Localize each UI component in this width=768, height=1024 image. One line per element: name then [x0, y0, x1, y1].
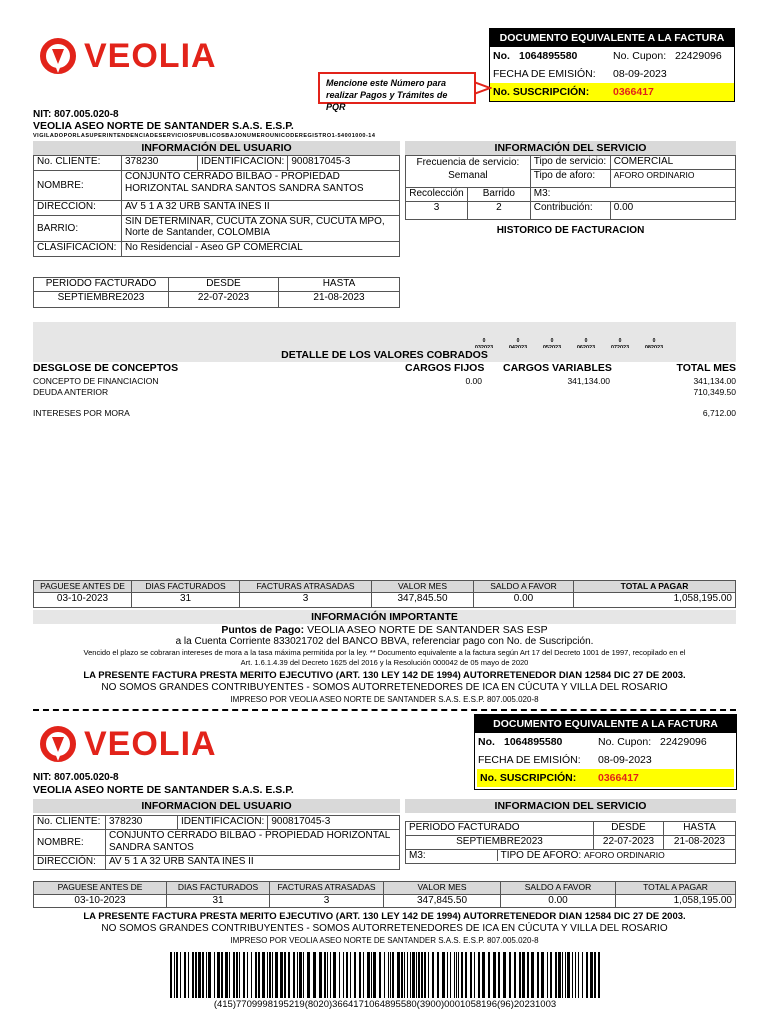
periodo-h3-stub: HASTA: [664, 822, 736, 836]
frecuencia-label: Frecuencia de servicio:: [416, 157, 520, 168]
cupon-label-stub: No. Cupon:: [598, 736, 652, 748]
cliente-value-stub: 378230: [106, 816, 178, 830]
servicio-stub-title: INFORMACION DEL SERVICIO: [405, 799, 736, 813]
periodo-h1-stub: PERIODO FACTURADO: [406, 822, 594, 836]
contrib-line: NO SOMOS GRANDES CONTRIBUYENTES - SOMOS AUTORRETENEDORES DE ICA EN CÚCUTA Y VILLA DEL ROSARIO: [101, 682, 668, 693]
veolia-logo-stub: [38, 724, 217, 764]
nombre-value-stub: CONJUNTO CERRADO BILBAO - PROPIEDAD HORIZONTAL SANDRA SANTOS: [106, 830, 400, 856]
nit: NIT: 807.005.020-8: [33, 109, 119, 120]
document-header: DOCUMENTO EQUIVALENTE A LA FACTURA: [490, 29, 734, 47]
pqr-callout: [318, 72, 476, 112]
periodo-table: [33, 277, 400, 308]
veolia-logo: [38, 36, 217, 76]
periodo-h3: HASTA: [279, 278, 400, 292]
no-value: 1064895580: [519, 50, 578, 62]
detalle-row-3-total: 6,712.00: [702, 408, 736, 418]
usuario-table: [33, 155, 400, 257]
pago-v-0: 03-10-2023: [34, 593, 132, 608]
contrib-line-stub: NO SOMOS GRANDES CONTRIBUYENTES - SOMOS AUTORRETENEDORES DE ICA EN CÚCUTA Y VILLA DEL ROSARIO: [101, 923, 668, 934]
servicio-stub-table: [405, 821, 736, 864]
detalle-title: DETALLE DE LOS VALORES COBRADOS: [33, 348, 736, 362]
periodo-v3: 21-08-2023: [279, 292, 400, 308]
no-label-stub: No.: [478, 736, 495, 748]
pago-h-5: TOTAL A PAGAR: [574, 581, 736, 593]
h-variables: CARGOS VARIABLES: [503, 362, 612, 374]
barrio-label: BARRIO:: [34, 216, 122, 242]
suscripcion-value: 0366417: [613, 86, 654, 98]
periodo-h2: DESDE: [169, 278, 279, 292]
detalle-row-2-concepto: DEUDA ANTERIOR: [33, 387, 109, 397]
subscription-row: [490, 83, 734, 101]
periodo-h2-stub: DESDE: [594, 822, 664, 836]
tipo-value: COMERCIAL: [610, 156, 735, 170]
cut-line: [33, 709, 736, 711]
periodo-v1: SEPTIEMBRE2023: [34, 292, 169, 308]
servicio-section-title: INFORMACIÓN DEL SERVICIO: [405, 141, 736, 155]
pago-stub-h-5: TOTAL A PAGAR: [616, 882, 736, 895]
barrido-value: 2: [468, 202, 531, 220]
barrido-label: Barrido: [468, 188, 531, 202]
pago-v-3: 347,845.50: [372, 593, 474, 608]
m3-aforo-row: [406, 850, 736, 864]
nombre-value: CONJUNTO CERRADO BILBAO - PROPIEDAD HORIZONTAL SANDRA SANTOS SANDRA SANTOS: [122, 171, 400, 201]
invoice-number-row: [490, 47, 734, 65]
direccion-label-stub: DIRECCIÓN:: [34, 856, 106, 870]
cliente-label-stub: No. CLIENTE:: [34, 816, 106, 830]
hist-value-label-042023: 0: [516, 338, 520, 344]
hist-value-label-072023: 0: [618, 338, 622, 344]
company-name-stub: VEOLIA ASEO NORTE DE SANTANDER S.A.S. E.S.P.: [33, 784, 294, 796]
hist-value-label-082023: 0: [652, 338, 656, 344]
periodo-v2-stub: 22-07-2023: [594, 836, 664, 850]
usuario-stub-title: INFORMACION DEL USUARIO: [33, 799, 400, 813]
aforo-value: AFORO ORDINARIO: [610, 170, 735, 188]
hist-value-label-052023: 0: [550, 338, 554, 344]
pago-h-1: DIAS FACTURADOS: [132, 581, 240, 593]
pago-stub-v-5: 1,058,195.00: [616, 895, 736, 908]
pago-stub-v-1: 31: [167, 895, 270, 908]
historico-chart: [466, 330, 676, 350]
aforo-label: Tipo de aforo:: [530, 170, 610, 188]
h-total: TOTAL MES: [676, 362, 736, 374]
nombre-label: NOMBRE:: [34, 171, 122, 201]
usuario-section-title: INFORMACIÓN DEL USUARIO: [33, 141, 400, 155]
periodo-v3-stub: 21-08-2023: [664, 836, 736, 850]
aforo-label-stub: TIPO DE AFORO:: [500, 850, 582, 861]
historico-title: HISTORICO DE FACTURACION: [496, 225, 645, 236]
callout-line1: Mencione este Número para: [326, 78, 447, 88]
frecuencia-value: Semanal: [448, 170, 488, 181]
fecha-label-stub: FECHA DE EMISIÓN:: [478, 754, 581, 766]
periodo-v2: 22-07-2023: [169, 292, 279, 308]
ident-value: 900817045-3: [288, 156, 400, 171]
puntos-label: Puntos de Pago:: [221, 624, 305, 636]
cupon-value-stub: 22429096: [660, 736, 707, 748]
pago-stub-v-2: 3: [270, 895, 384, 908]
hist-value-label-062023: 0: [584, 338, 588, 344]
pago-h-4: SALDO A FAVOR: [474, 581, 574, 593]
pago-stub-h-1: DIAS FACTURADOS: [167, 882, 270, 895]
detalle-row-1-total: 341,134.00: [693, 376, 736, 386]
emission-date-row-stub: [475, 751, 736, 769]
fecha-label: FECHA DE EMISIÓN:: [493, 68, 596, 80]
aforo-value-stub: AFORO ORDINARIO: [583, 850, 665, 860]
barcode-text: (415)7709998195219(8020)3664171064895580(3900)0001058196(96)20231003: [213, 999, 557, 1010]
fecha-value: 08-09-2023: [613, 68, 667, 80]
company-name: VEOLIA ASEO NORTE DE SANTANDER S.A.S. E.S.P.: [33, 120, 294, 132]
suscripcion-label-stub: No. SUSCRIPCIÓN:: [480, 772, 577, 784]
usuario-stub-table: [33, 815, 400, 870]
periodo-h1: PERIODO FACTURADO: [34, 278, 169, 292]
hist-value-label-032023: 0: [482, 338, 486, 344]
impreso-line-stub: IMPRESO POR VEOLIA ASEO NORTE DE SANTANDER S.A.S. E.S.P. 807.005.020-8: [230, 936, 539, 945]
detalle-row-3-concepto: INTERESES POR MORA: [33, 408, 130, 418]
h-fijos: CARGOS FIJOS: [405, 362, 485, 374]
invoice-number-row-stub: [475, 733, 736, 751]
fecha-value-stub: 08-09-2023: [598, 754, 652, 766]
suscripcion-label: No. SUSCRIPCIÓN:: [493, 86, 590, 98]
merito-line-stub: LA PRESENTE FACTURA PRESTA MERITO EJECUTIVO (ART. 130 LEY 142 DE 1994) AUTORRETENEDOR DIAN 12584 DIC 27 DE 2003.: [83, 911, 686, 922]
m3-label-stub: M3:: [406, 850, 498, 861]
clasif-label: CLASIFICACION:: [34, 242, 122, 257]
h-desglose: DESGLOSE DE CONCEPTOS: [33, 362, 179, 374]
pago-v-4: 0.00: [474, 593, 574, 608]
emission-date-row: [490, 65, 734, 83]
pago-table: [33, 580, 736, 608]
ident-label-stub: IDENTIFICACION:: [178, 816, 268, 830]
pago-stub-h-2: FACTURAS ATRASADAS: [270, 882, 384, 895]
m3-label: M3:: [530, 188, 735, 202]
pago-h-3: VALOR MES: [372, 581, 474, 593]
ident-value-stub: 900817045-3: [268, 816, 400, 830]
servicio-table: [405, 155, 736, 220]
contrib-value: 0.00: [610, 202, 735, 220]
pago-stub-h-3: VALOR MES: [384, 882, 501, 895]
cuenta-text: a la Cuenta Corriente 833021702 del BANCO BBVA, referenciar pago con No. de Suscripción.: [175, 636, 594, 647]
pago-v-2: 3: [240, 593, 372, 608]
document-header-stub: DOCUMENTO EQUIVALENTE A LA FACTURA: [475, 715, 736, 733]
puntos-pago: [33, 624, 736, 636]
pago-stub-table: [33, 881, 736, 908]
vencido-line1: Vencido el plazo se cobraran intereses de mora a la tasa máxima permitida por la ley. ** Documento equivalente a la factura según Art 17 del Decreto 1001 de 1997, recopilado en el: [83, 648, 686, 657]
pago-h-2: FACTURAS ATRASADAS: [240, 581, 372, 593]
suscripcion-value-stub: 0366417: [598, 772, 639, 784]
callout-line2: realizar Pagos y Trámites de PQR: [326, 90, 448, 112]
puntos-value: VEOLIA ASEO NORTE DE SANTANDER SAS ESP: [307, 624, 548, 636]
importante-title: INFORMACIÓN IMPORTANTE: [33, 610, 736, 624]
pago-h-0: PAGUESE ANTES DE: [34, 581, 132, 593]
contrib-label: Contribución:: [530, 202, 610, 220]
no-label: No.: [493, 50, 510, 62]
barcode: [170, 952, 600, 998]
detalle-row-1-fijos: 0.00: [465, 376, 482, 386]
veolia-logo-stub-icon: [38, 724, 78, 764]
veolia-logo-icon: [38, 36, 78, 76]
clasif-value: No Residencial - Aseo GP COMERCIAL: [122, 242, 400, 257]
nit-stub: NIT: 807.005.020-8: [33, 772, 119, 783]
document-box-stub: [474, 714, 737, 790]
ident-label: IDENTIFICACION:: [198, 156, 288, 171]
nombre-label-stub: NOMBRE:: [34, 830, 106, 856]
pago-stub-v-3: 347,845.50: [384, 895, 501, 908]
frecuencia-cell: [406, 156, 531, 188]
merito-line: LA PRESENTE FACTURA PRESTA MERITO EJECUTIVO (ART. 130 LEY 142 DE 1994) AUTORRETENEDOR DIAN 12584 DIC 27 DE 2003.: [83, 670, 686, 681]
pago-v-5: 1,058,195.00: [574, 593, 736, 608]
direccion-label: DIRECCION:: [34, 201, 122, 216]
cliente-label: No. CLIENTE:: [34, 156, 122, 171]
direccion-value: AV 5 1 A 32 URB SANTA INES II: [122, 201, 400, 216]
direccion-value-stub: AV 5 1 A 32 URB SANTA INES II: [106, 856, 400, 870]
periodo-v1-stub: SEPTIEMBRE2023: [406, 836, 594, 850]
document-box: [489, 28, 735, 102]
subscription-row-stub: [477, 769, 734, 787]
pago-v-1: 31: [132, 593, 240, 608]
cliente-value: 378230: [122, 156, 198, 171]
pago-stub-v-4: 0.00: [501, 895, 616, 908]
cupon-value: 22429096: [675, 50, 722, 62]
tipo-label: Tipo de servicio:: [530, 156, 610, 170]
pago-stub-h-4: SALDO A FAVOR: [501, 882, 616, 895]
callout-arrow-icon: [474, 80, 492, 96]
detalle-row-1-variables: 341,134.00: [567, 376, 610, 386]
no-value-stub: 1064895580: [504, 736, 563, 748]
brand-name: VEOLIA: [84, 36, 217, 75]
recoleccion-value: 3: [406, 202, 468, 220]
vigilado-line: VIGILADOPORLASUPERINTENDENCIADESERVICIOSPUBLICOSBAJONUMEROUNICODEREGISTRO1-54001000-14: [33, 133, 376, 139]
brand-name-stub: VEOLIA: [84, 724, 217, 763]
pago-stub-v-0: 03-10-2023: [34, 895, 167, 908]
barrio-value: SIN DETERMINAR, CUCUTA ZONA SUR, CUCUTA MPO, Norte de Santander, COLOMBIA: [122, 216, 400, 242]
detalle-row-2-total: 710,349.50: [693, 387, 736, 397]
detalle-row-1-concepto: CONCEPTO DE FINANCIACION: [33, 376, 159, 386]
pago-stub-h-0: PAGUESE ANTES DE: [34, 882, 167, 895]
vencido-line2: Art. 1.6.1.4.39 del Decreto 1625 del 2016 y la Resolución 000042 de 05 mayo de 2020: [240, 658, 529, 667]
impreso-line: IMPRESO POR VEOLIA ASEO NORTE DE SANTANDER S.A.S. E.S.P. 807.005.020-8: [230, 695, 539, 704]
cupon-label: No. Cupon:: [613, 50, 667, 62]
recoleccion-label: Recolección: [406, 188, 468, 202]
